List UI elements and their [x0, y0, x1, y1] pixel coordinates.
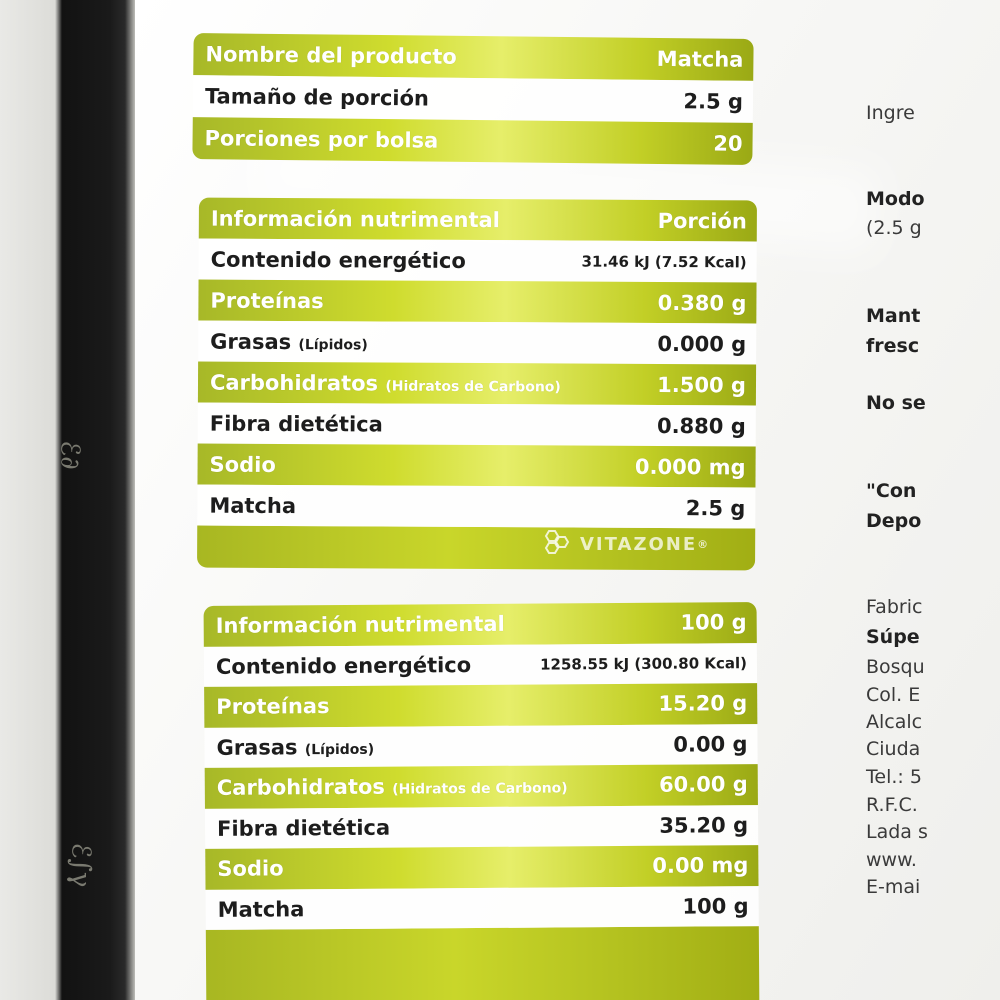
serving-size-row — [193, 75, 753, 123]
disclaimer-text-1: "Con — [866, 480, 917, 502]
fiber-value: 35.20 g — [659, 812, 749, 838]
energy-value: 31.46 kJ (7.52 Kcal) — [581, 252, 747, 271]
matcha-value: 2.5 g — [685, 495, 746, 520]
fat-note: (Lípidos) — [298, 336, 368, 353]
rfc-line: R.F.C. — [866, 794, 918, 816]
fat-label: Grasas — [216, 735, 298, 760]
fat-value: 0.00 g — [673, 731, 748, 757]
fiber-label: Fibra dietética — [209, 411, 383, 437]
matcha-label: Matcha — [217, 896, 305, 922]
usage-text: (2.5 g — [866, 217, 922, 239]
matcha-label: Matcha — [209, 493, 297, 518]
product-name-label: Nombre del producto — [205, 42, 457, 69]
fat-label-group — [216, 734, 374, 759]
sodium-label: Sodio — [217, 856, 284, 882]
disclaimer-text-2: Depo — [866, 510, 922, 532]
nutrition-header-label: Información nutrimental — [215, 612, 505, 639]
sodium-value: 0.00 mg — [652, 853, 749, 879]
sodium-value: 0.000 mg — [634, 454, 746, 479]
usage-heading: Modo — [866, 188, 925, 210]
carb-label: Carbohidratos — [209, 370, 379, 395]
carb-row — [205, 764, 758, 808]
ingredients-text: Ingre — [866, 102, 915, 124]
address-line-2: Col. E — [866, 684, 921, 706]
table-footer-band — [206, 926, 760, 1000]
address-line-3: Alcalc — [866, 711, 923, 733]
fiber-label: Fibra dietética — [217, 815, 391, 841]
energy-value: 1258.55 kJ (300.80 Kcal) — [539, 653, 748, 674]
sodium-label: Sodio — [209, 452, 276, 477]
address-line-4: Ciuda — [866, 738, 921, 760]
sodium-row — [197, 444, 755, 488]
protein-row — [198, 280, 756, 324]
fiber-row — [198, 403, 756, 447]
fiber-value: 0.880 g — [656, 413, 746, 438]
protein-label: Proteínas — [216, 694, 330, 720]
bag-black-edge — [0, 0, 135, 1000]
fiber-row — [205, 805, 758, 849]
carb-value: 1.500 g — [657, 372, 747, 397]
energy-label: Contenido energético — [210, 247, 466, 273]
watermark-reg: ® — [697, 537, 711, 551]
nutrition-header-value: Porción — [657, 208, 747, 233]
maker-heading: Fabric — [866, 596, 923, 618]
protein-value: 0.380 g — [657, 290, 747, 315]
matcha-row — [206, 886, 759, 930]
carb-label: Carbohidratos — [216, 774, 385, 801]
nutrition-table-serving — [197, 198, 757, 571]
serving-size-label: Tamaño de porción — [204, 84, 430, 111]
storage-text-1: Mant — [866, 305, 921, 327]
fat-label-group — [210, 329, 368, 354]
phone-line: Tel.: 5 — [866, 766, 922, 788]
energy-label: Contenido energético — [215, 652, 472, 679]
nutrition-header-value: 100 g — [680, 610, 747, 635]
nutrition-table-100g — [204, 602, 760, 1000]
serving-size-value: 2.5 g — [683, 89, 744, 114]
storage-text-2: fresc — [866, 335, 920, 357]
product-name-value: Matcha — [656, 46, 744, 72]
carb-label-group — [210, 370, 561, 396]
matcha-value: 100 g — [682, 893, 749, 919]
website-line: www. — [866, 849, 917, 871]
carb-note: (Hidratos de Carbono) — [392, 780, 568, 798]
protein-row — [204, 683, 757, 727]
carb-row — [198, 362, 756, 406]
protein-value: 15.20 g — [658, 691, 748, 717]
energy-row — [204, 643, 757, 687]
carb-label-group — [217, 774, 568, 800]
honeycomb-icon — [540, 529, 574, 559]
protein-label: Proteínas — [210, 288, 324, 313]
fat-row — [204, 724, 757, 768]
servings-per-bag-label: Porciones por bolsa — [204, 126, 439, 153]
product-table — [192, 33, 753, 165]
fat-note: (Lípidos) — [304, 741, 375, 758]
energy-row — [199, 239, 757, 283]
watermark-brand: VITAZONE — [580, 533, 698, 555]
email-line: E-mai — [866, 876, 921, 898]
sodium-row — [205, 845, 758, 889]
bag-edge-scribble: ℰ∂ — [54, 440, 85, 470]
address-line-1: Bosqu — [866, 656, 925, 678]
carb-note: (Hidratos de Carbono) — [385, 378, 561, 395]
fat-row — [198, 321, 756, 365]
bag-edge-scribble: ℰ∫γ — [65, 842, 96, 888]
matcha-row — [197, 485, 755, 529]
vitazone-watermark — [540, 529, 710, 559]
lada-line: Lada s — [866, 821, 928, 843]
fat-label: Grasas — [210, 329, 292, 354]
warning-text: No se — [866, 392, 926, 414]
nutrition-header-row — [204, 602, 757, 646]
nutrition-header-row — [199, 198, 757, 242]
carb-value: 60.00 g — [658, 772, 748, 798]
nutrition-header-label: Información nutrimental — [210, 206, 500, 232]
fat-value: 0.000 g — [657, 331, 747, 356]
maker-name: Súpe — [866, 626, 920, 648]
servings-per-bag-row — [192, 117, 752, 165]
servings-per-bag-value: 20 — [713, 131, 743, 156]
product-name-row — [193, 33, 753, 81]
